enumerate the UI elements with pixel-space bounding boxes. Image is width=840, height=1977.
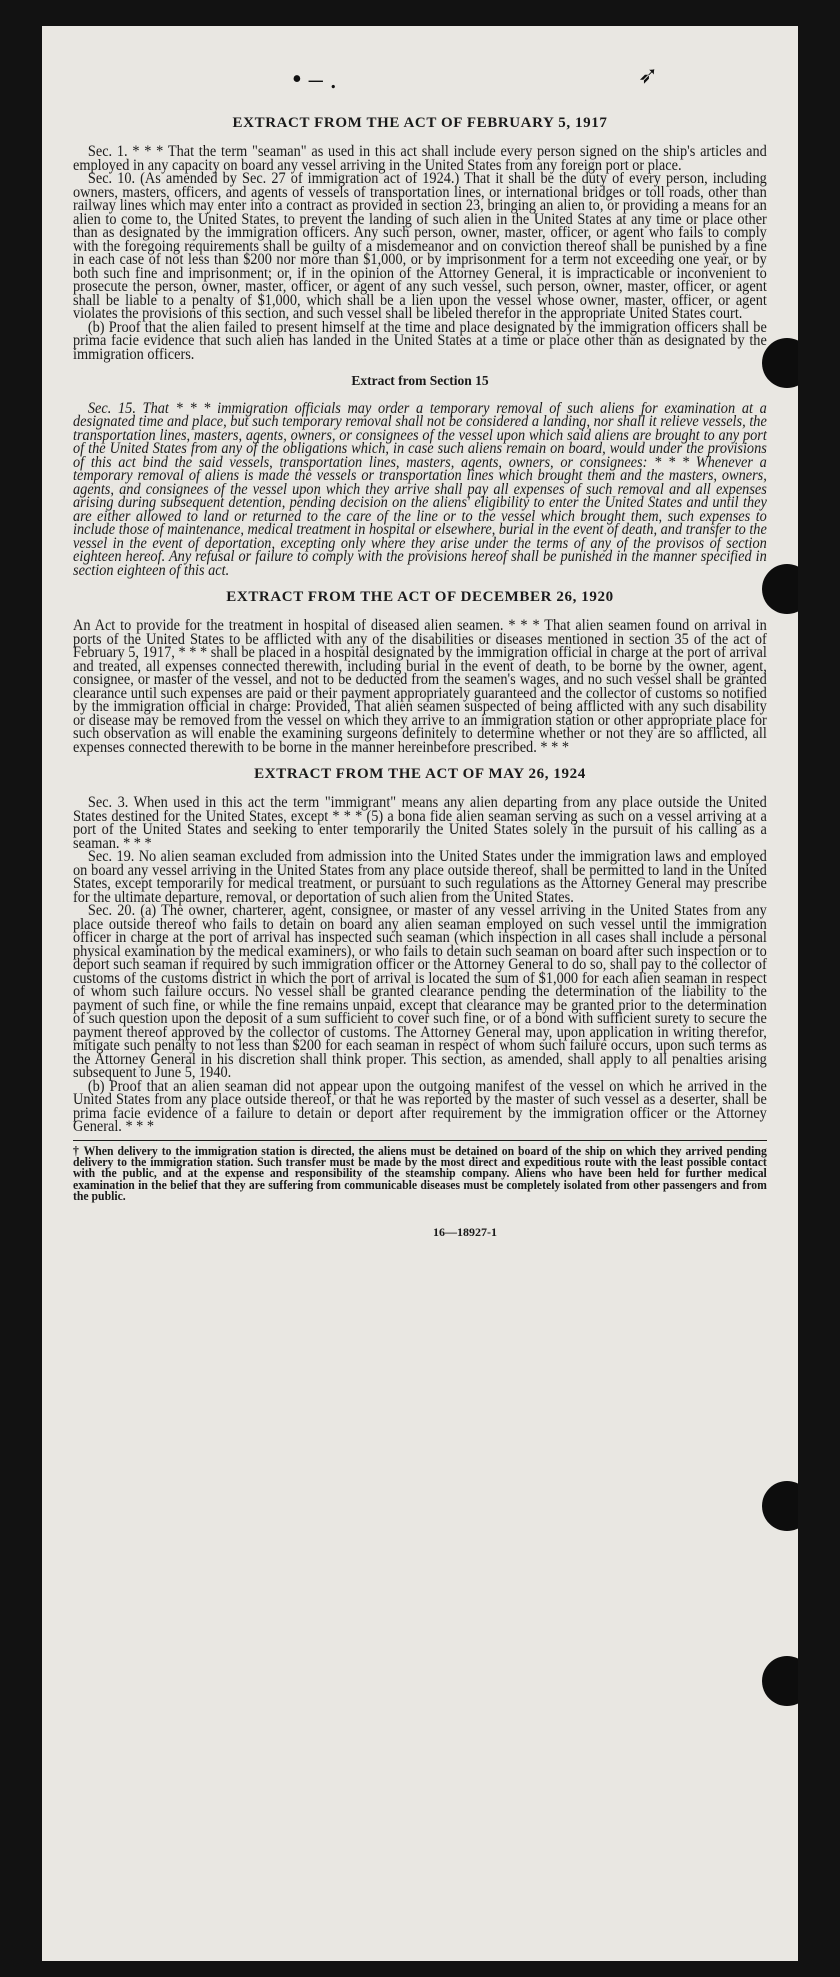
top-mark: • ‒ . [292,64,337,95]
footnote-rule [73,1140,767,1141]
punch-hole [762,338,798,388]
section-20-a: Sec. 20. (a) The owner, charterer, agent, consignee, or master of any vessel arriving in the United States from any place outside thereof who fails to detain on board any alien seaman employed on such vessel until the immigration officer in charge at the port of arrival has inspected such seaman (which inspection in all cases shall include a personal physical examination by the medical examiners), or who fails to detain such seaman on board after such inspection or to deport such seaman if required by such immigration officer or the Attorney General to do so, shall pay to the collector of customs of the customs district in which the port of arrival is located the sum of $1,000 for each alien seaman in respect of whom such failure occurs. No vessel shall be granted clearance pending the determination of the liability to the payment of such fine, or while the fine remains unpaid, except that clearance may be granted prior to the determination of such question upon the deposit of a sum sufficient to cover such fine, or of a bond with sufficient surety to secure the payment thereof approved by the collector of customs. The Attorney General may, upon application in writing therefor, mitigate such penalty to not less than $200 for each seaman in respect of whom such failure occurs, upon such terms as the Attorney General in his discretion shall think proper. This section, as amended, shall apply to all penalties arising subsequent to June 5, 1940. [73,902,767,1081]
section-20-b: (b) Proof that an alien seaman did not appear upon the outgoing manifest of the vessel on which he arrived in the United States from any place outside thereof, or that he was reported by the master of such vessel as a deserter, shall be prima facie evidence of a failure to detain or deport after requirement by the immigration officer or the Attorney General. * * * [73,1077,767,1135]
corner-mark: ➶ [638,63,659,89]
section-3: Sec. 3. When used in this act the term "immigrant" means any alien departing from any place outside the United States destined for the United States, except * * * (5) a bona fide alien seaman serving as such on a vessel arriving at a port of the United States and seeking to enter temporarily the United States solely in the pursuit of his calling as a seaman. * * * [73,794,767,852]
punch-hole [762,1656,798,1706]
act-1920-text: An Act to provide for the treatment in hospital of diseased alien seamen. * * * That alien seamen found on arrival in ports of the United States to be afflicted with any of the disabilities or diseases mentioned in section 35 of the act of February 5, 1917, * * * shall be placed in a hospital designated by the immigration official in charge at the port of arrival and treated, all expenses connected therewith, including burial in the event of death, to be borne by the owner, agent, consignee, or master of the vessel, and not to be deducted from the seamen's wages, and no such vessel shall be granted clearance until such expenses are paid or their payment appropriately guaranteed and the collector of customs so notified by the immigration official in charge: Provided, That alien seamen suspected of being afflicted with any such disability or disease may be removed from the vessel on which they arrive to an immigration station or other appropriate place for such observation as will enable the examining surgeons definitely to determine whether or not they are so afflicted, all expenses connected therewith to be borne in the manner hereinbefore prescribed. * * * [73,617,767,756]
document-page [42,26,798,1961]
heading-act-1924: EXTRACT FROM THE ACT OF MAY 26, 1924 [254,766,586,782]
section-15: Sec. 15. That * * * immigration officials may order a temporary removal of such aliens for examination at a designated time and place, but such temporary removal shall not be considered a landing, nor shall it relieve vessels, the transportation lines, masters, agents, owners, or consignees of the vessel upon which said aliens are brought to any port of the United States from any of the obligations which, in case such aliens remain on board, would under the provisions of this act bind the said vessels, transportation lines, masters, agents, owners, or consignees: * * * Whenever a temporary removal of aliens is made the vessels or transportation lines which brought them and the masters, owners, agents, and consignees of the vessel upon which they arrive shall pay all expenses of such removal and all expenses arising during subsequent detention, pending decision on the aliens' eligibility to enter the United States and until they are either allowed to land or returned to the care of the line or to the vessel which brought them, such expenses to include those of maintenance, medical treatment in hospital or elsewhere, burial in the event of death, and transfer to the vessel in the event of deportation, excepting only where they arise under the terms of any of the provisos of section eighteen hereof. Any refusal or failure to comply with the provisions hereof shall be punished in the manner specified in section eighteen of this act. [73,399,767,579]
heading-section-15: Extract from Section 15 [351,373,489,388]
section-19: Sec. 19. No alien seaman excluded from admission into the United States under the immigration laws and employed on board any vessel arriving in the United States from any place outside thereof, shall be permitted to land in the United States, except temporarily for medical treatment, or pursuant to such regulations as the Attorney General may prescribe for the ultimate departure, removal, or deportation of such alien from the United States. [73,848,767,906]
section-10-b: (b) Proof that the alien failed to present himself at the time and place designated by the immigration officers shall be prima facie evidence that such alien has landed in the United States at a time or place other than as designated by the immigration officers. [73,318,767,363]
punch-hole [762,1481,798,1531]
punch-hole [762,564,798,614]
heading-act-1917: EXTRACT FROM THE ACT OF FEBRUARY 5, 1917 [232,115,608,131]
section-1: Sec. 1. * * * That the term "seaman" as used in this act shall include every person signed on the ship's articles and employed in any capacity on board any vessel arriving in the United States from any foreign port or place. [73,143,767,174]
form-number: 16—18927-1 [433,1224,497,1239]
heading-act-1920: EXTRACT FROM THE ACT OF DECEMBER 26, 1920 [226,589,614,605]
section-10: Sec. 10. (As amended by Sec. 27 of immigration act of 1924.) That it shall be the duty of every person, including owners, masters, officers, and agents of vessels of transportation lines, or international bridges or toll roads, other than railway lines which may enter into a contract as provided in section 23, bringing an alien to, or providing a means for an alien to come to, the United States, to prevent the landing of such alien in the United States at any time or place other than as designated by the immigration officers. Any such person, owner, master, officer, or agent who fails to comply with the foregoing requirements shall be guilty of a misdemeanor and on conviction thereof shall be punished by a fine in each case of not less than $200 nor more than $1,000, or by imprisonment for a term not exceeding one year, or by both such fine and imprisonment; or, if in the opinion of the Attorney General, it is impracticable or inconvenient to prosecute the person, owner, master, officer, or agent of any such vessel, such person, owner, master, officer, or agent shall be liable to a penalty of $1,000, which shall be a lien upon the vessel whose owner, master, officer, or agent violates the provisions of this section, and such vessel shall be libeled therefor in the appropriate United States court. [73,170,767,322]
footnote: † When delivery to the immigration station is directed, the aliens must be detained on board of the ship on which they arrived pending delivery to the immigration station. Such transfer must be made by the most direct and expeditious route with the least possible contact with the public, and at the expense and responsibility of the steamship company. Aliens who have been held for further medical examination in the belief that they are suffering from communicable diseases must be completely isolated from other passengers and from the public. [73,1143,767,1204]
